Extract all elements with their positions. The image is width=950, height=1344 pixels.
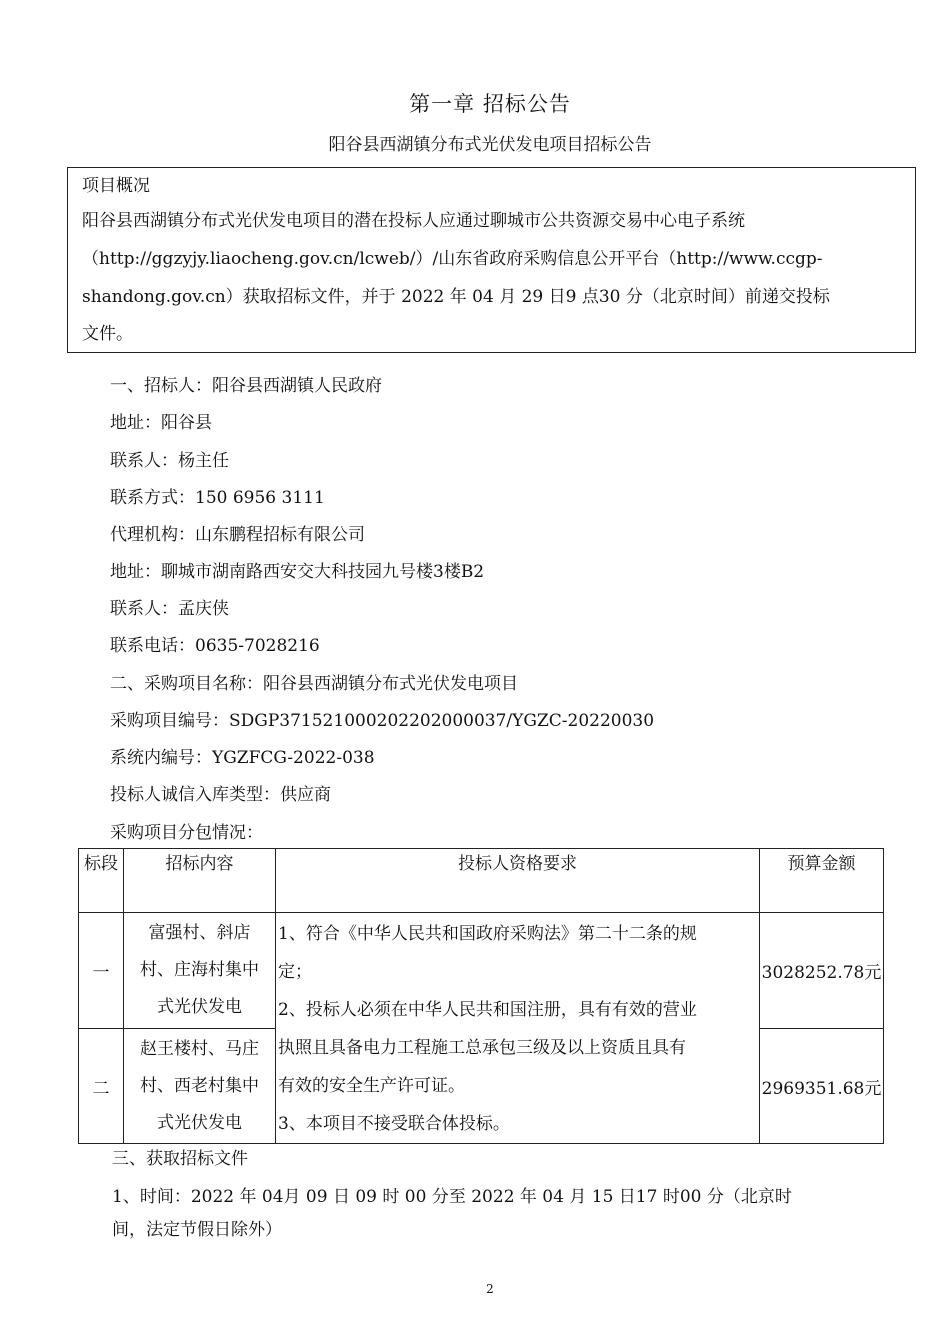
lots-heading: 采购项目分包情况：	[110, 823, 263, 843]
project-name: 二、采购项目名称：阳谷县西湖镇分布式光伏发电项目	[110, 674, 518, 694]
project-overview-box	[67, 167, 916, 353]
agency-contact: 联系人：孟庆侠	[110, 599, 229, 619]
requirement-line: 有效的安全生产许可证。	[278, 1076, 465, 1096]
system-number: 系统内编号：YGZFCG-2022-038	[110, 748, 375, 768]
overview-label: 项目概况	[82, 176, 150, 196]
tenderer-address: 地址：阳谷县	[110, 413, 212, 433]
content-line: 富强村、斜店	[148, 923, 251, 943]
table-header-row	[79, 849, 884, 913]
header-requirements: 投标人资格要求	[276, 849, 760, 913]
overview-line: shandong.gov.cn）获取招标文件，并于 2022 年 04 月 29 日9 点30 分（北京时间）前递交投标	[82, 287, 830, 307]
requirement-line: 1、符合《中华人民共和国政府采购法》第二十二条的规	[278, 924, 697, 944]
requirement-line: 3、本项目不接受联合体投标。	[278, 1114, 510, 1134]
lot-budget: 2969351.68元	[760, 1029, 884, 1144]
requirement-line: 定；	[278, 962, 312, 982]
project-number: 采购项目编号：SDGP371521000202202000037/YGZC-20220030	[110, 711, 655, 731]
section3-time-line-cont: 间，法定节假日除外）	[112, 1220, 282, 1240]
tenderer-phone: 联系方式：150 6956 3111	[110, 488, 325, 508]
content-line: 村、庄海村集中	[140, 960, 259, 980]
lots-table	[78, 848, 884, 1144]
requirement-line: 执照且具备电力工程施工总承包三级及以上资质且具有	[278, 1038, 686, 1058]
requirement-line: 2、投标人必须在中华人民共和国注册，具有有效的营业	[278, 1000, 697, 1020]
page-number: 2	[486, 1282, 494, 1296]
header-lot: 标段	[79, 849, 124, 913]
overview-line: 阳谷县西湖镇分布式光伏发电项目的潜在投标人应通过聊城市公共资源交易中心电子系统	[82, 211, 745, 231]
agency-phone: 联系电话：0635-7028216	[110, 636, 320, 656]
lot-content	[124, 1029, 276, 1144]
lot-budget: 3028252.78元	[760, 913, 884, 1029]
overview-line: （http://ggzyjy.liaocheng.gov.cn/lcweb/）/山东省政府采购信息公开平台（http://www.ccgp-	[82, 249, 823, 269]
overview-line: 文件。	[82, 324, 133, 344]
header-budget: 预算金额	[760, 849, 884, 913]
section3-time-line: 1、时间：2022 年 04月 09 日 09 时 00 分至 2022 年 04 月 15 日17 时00 分（北京时	[112, 1187, 792, 1207]
tenderer-contact: 联系人：杨主任	[110, 451, 229, 471]
chapter-title: 第一章 招标公告	[409, 92, 571, 116]
content-line: 村、西老村集中	[140, 1075, 259, 1096]
content-line: 式光伏发电	[157, 1112, 242, 1133]
agency-address: 地址：聊城市湖南路西安交大科技园九号楼3楼B2	[110, 562, 485, 582]
announcement-subtitle: 阳谷县西湖镇分布式光伏发电项目招标公告	[328, 135, 652, 155]
content-line: 式光伏发电	[157, 997, 242, 1017]
tenderer: 一、招标人：阳谷县西湖镇人民政府	[110, 376, 382, 396]
content-line: 赵王楼村、马庄	[140, 1038, 259, 1059]
lot-number: 二	[79, 1029, 124, 1144]
requirements-cell	[276, 913, 760, 1144]
lot-number: 一	[79, 913, 124, 1029]
agency: 代理机构：山东鹏程招标有限公司	[110, 525, 365, 545]
header-content: 招标内容	[124, 849, 276, 913]
section3-title: 三、获取招标文件	[112, 1149, 248, 1169]
table-row	[79, 913, 884, 1029]
lot-content	[124, 913, 276, 1029]
bidder-type: 投标人诚信入库类型：供应商	[110, 785, 331, 805]
